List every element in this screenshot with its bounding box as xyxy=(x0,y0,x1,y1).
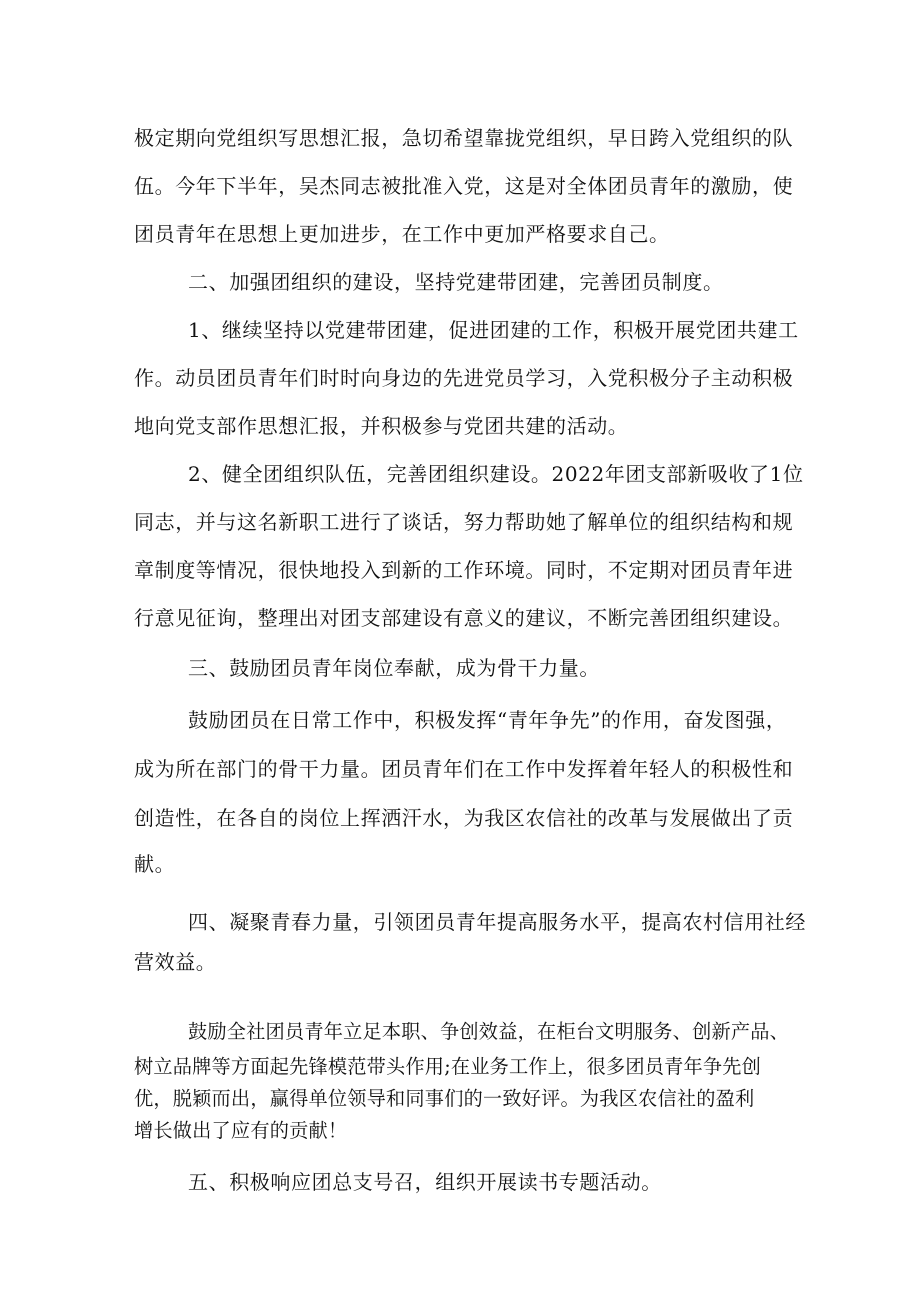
body-text-line: 鼓励全社团员青年立足本职、争创效益，在柜台文明服务、创新产品、 xyxy=(188,1020,790,1043)
section-heading-4-continued: 营效益。 xyxy=(134,950,217,974)
body-text-line: 增长做出了应有的贡献！ xyxy=(134,1119,348,1142)
section-heading-5: 五、积极响应团总支号召，组织开展读书专题活动。 xyxy=(188,1170,662,1194)
body-text-line: 成为所在部门的骨干力量。团员青年们在工作中发挥着年轻人的积极性和 xyxy=(134,757,794,781)
body-text-line: 章制度等情况，很快地投入到新的工作环境。同时，不定期对团员青年进 xyxy=(134,558,794,582)
body-text-line: 优，脱颖而出，赢得单位领导和同事们的一致好评。为我区农信社的盈利 xyxy=(134,1087,755,1110)
body-text-line: 1、继续坚持以党建带团建，促进团建的工作，积极开展党团共建工 xyxy=(188,318,799,342)
body-text-line: 创造性，在各自的岗位上挥洒汗水，为我区农信社的改革与发展做出了贡 xyxy=(134,806,794,830)
section-heading-4: 四、凝聚青春力量，引领团员青年提高服务水平，提高农村信用社经 xyxy=(188,910,806,934)
body-text-line: 同志，并与这名新职工进行了谈话，努力帮助她了解单位的组织结构和规 xyxy=(134,510,794,534)
section-heading-3: 三、鼓励团员青年岗位奉献，成为骨干力量。 xyxy=(188,656,600,680)
section-heading-2: 二、加强团组织的建设，坚持党建带团建，完善团员制度。 xyxy=(188,270,724,294)
body-text-line: 献。 xyxy=(134,852,176,876)
body-text-line: 树立品牌等方面起先锋模范带头作用;在业务工作上，很多团员青年争先创 xyxy=(134,1055,762,1078)
body-text-line: 行意见征询，整理出对团支部建设有意义的建议，不断完善团组织建设。 xyxy=(134,606,794,630)
body-text-line: 作。动员团员青年们时时向身边的先进党员学习，入党积极分子主动积极 xyxy=(134,366,794,390)
body-text-line: 伍。今年下半年，吴杰同志被批准入党，这是对全体团员青年的激励，使 xyxy=(134,174,794,198)
body-text-line: 极定期向党组织写思想汇报，急切希望靠拢党组织，早日跨入党组织的队 xyxy=(134,126,794,150)
body-text-line: 地向党支部作思想汇报，并积极参与党团共建的活动。 xyxy=(134,414,629,438)
body-text-line: 2、健全团组织队伍，完善团组织建设。2022年团支部新吸收了1位 xyxy=(188,462,804,486)
body-text-line: 鼓励团员在日常工作中，积极发挥“青年争先”的作用，奋发图强， xyxy=(188,708,787,732)
body-text-line: 团员青年在思想上更加进步，在工作中更加严格要求自己。 xyxy=(134,222,670,246)
